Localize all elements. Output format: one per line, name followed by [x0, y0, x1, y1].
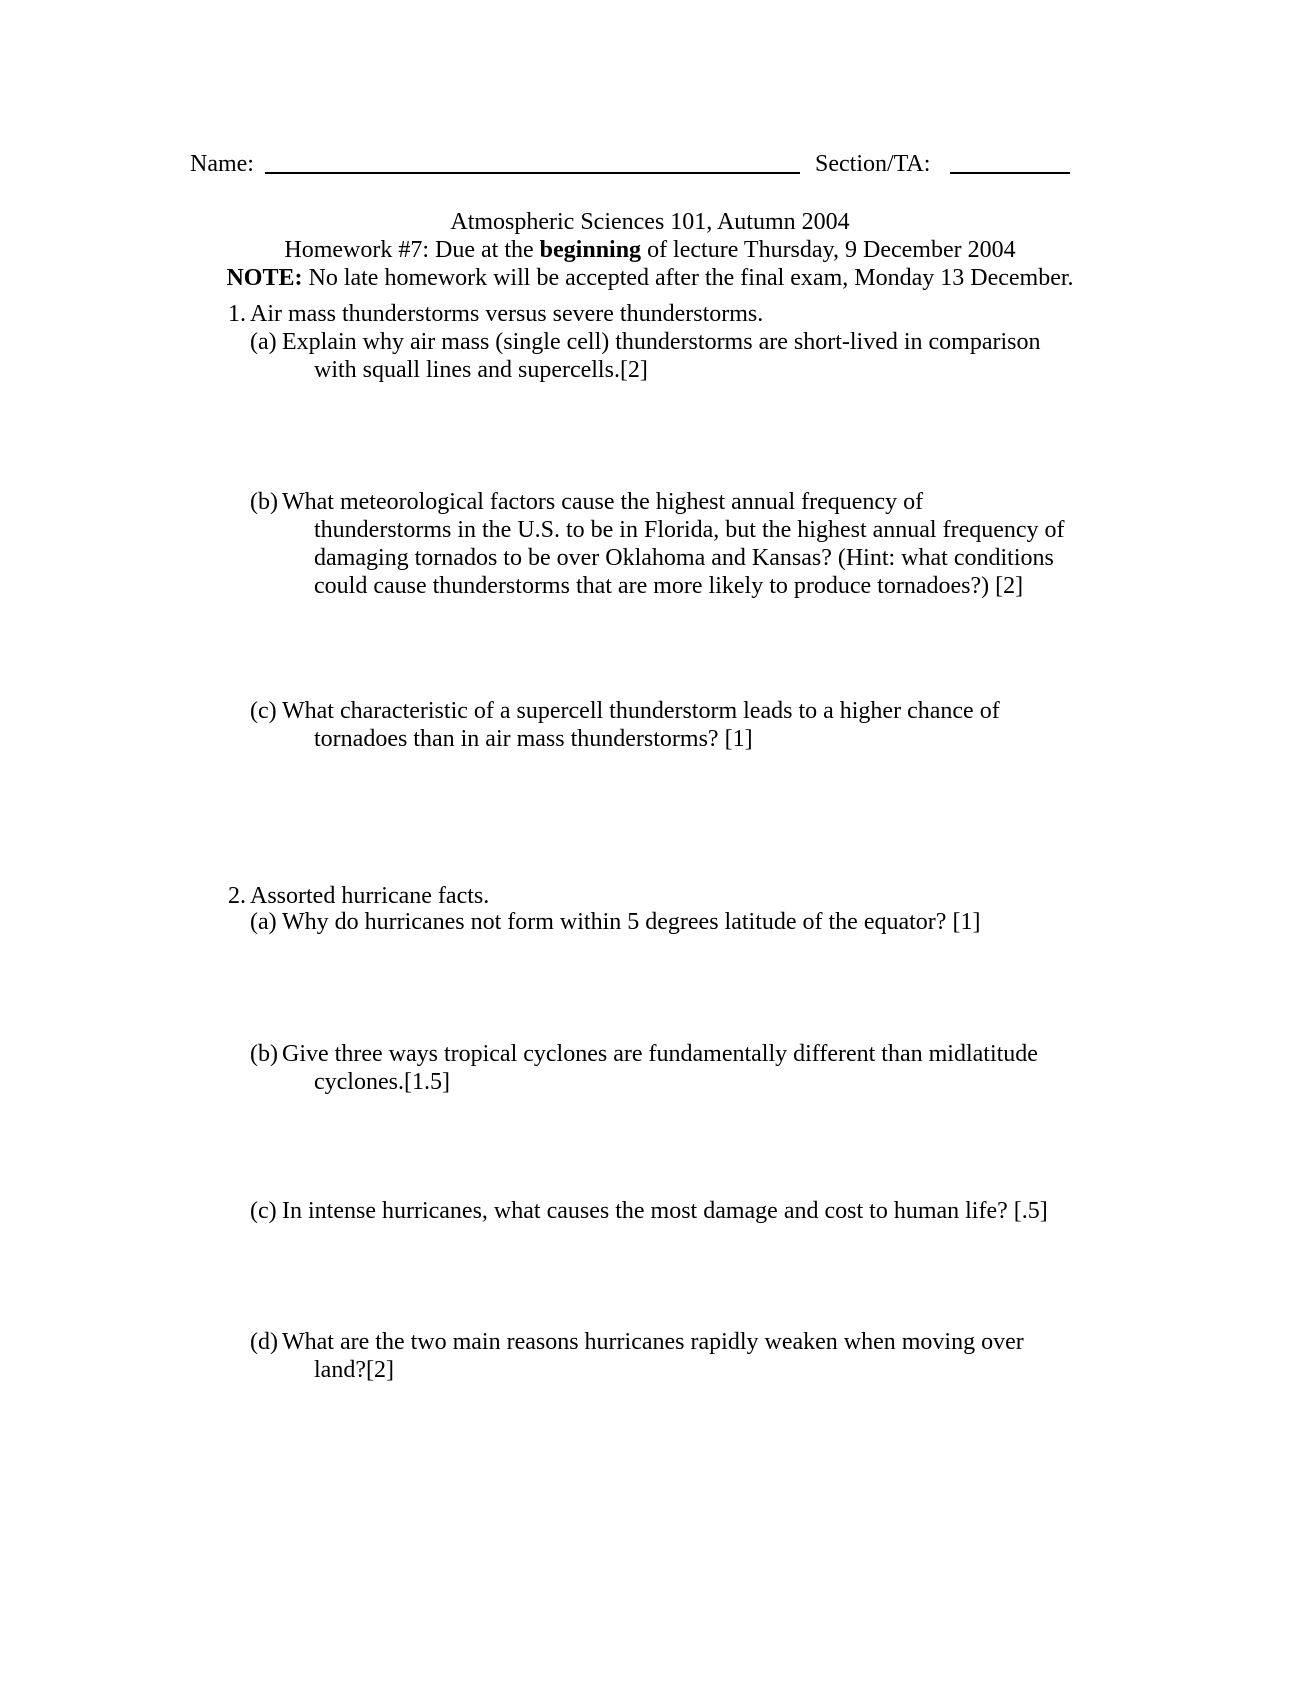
- question-1b: [250, 488, 1110, 600]
- hw-prefix: Homework #7: Due at the: [284, 237, 540, 263]
- question-2d-text: What are the two main reasons hurricanes rapidly weaken when moving over land?[2]: [282, 1329, 1024, 1383]
- question-2b: [250, 1040, 1110, 1096]
- question-1b-text: What meteorological factors cause the highest annual frequency of thunderstorms in the U.S. to be in Florida, but the highest annual frequency of damaging tornados to be over Oklahoma and Kansas? (Hint: what conditions could cause thunderstorms that are more likely to produce tornadoes?) [2]: [282, 489, 1065, 599]
- note-text: No late homework will be accepted after the final exam, Monday 13 December.: [302, 265, 1074, 291]
- question-2a-letter: (a): [250, 909, 277, 935]
- late-note: [150, 264, 1150, 292]
- question-2c-letter: (c): [250, 1198, 277, 1224]
- question-1-title: 1. Air mass thunderstorms versus severe thunderstorms.: [228, 301, 764, 327]
- question-1c-text: What characteristic of a supercell thunderstorm leads to a higher chance of tornadoes than in air mass thunderstorms? [1]: [282, 698, 1000, 752]
- question-2-title: 2. Assorted hurricane facts.: [228, 883, 490, 909]
- course-title: Atmospheric Sciences 101, Autumn 2004: [450, 209, 850, 235]
- question-2a-text: Why do hurricanes not form within 5 degrees latitude of the equator? [1]: [282, 909, 981, 935]
- question-2a: [250, 908, 1110, 936]
- name-blank-line: [265, 172, 800, 174]
- question-1b-letter: (b): [250, 489, 278, 515]
- homework-due-line: [150, 236, 1150, 264]
- question-1a: [250, 328, 1110, 384]
- title-block: [150, 208, 1150, 292]
- question-2c: [250, 1197, 1110, 1225]
- question-2d: [250, 1328, 1110, 1384]
- question-2c-text: In intense hurricanes, what causes the most damage and cost to human life? [.5]: [282, 1198, 1048, 1224]
- question-1c: [250, 697, 1110, 753]
- question-1c-letter: (c): [250, 698, 277, 724]
- section-ta-blank-line: [950, 172, 1070, 174]
- name-label: Name:: [190, 151, 254, 177]
- question-1a-text: Explain why air mass (single cell) thunderstorms are short-lived in comparison with squall lines and supercells.[2]: [282, 329, 1041, 383]
- question-2d-letter: (d): [250, 1329, 278, 1355]
- section-ta-label: Section/TA:: [815, 151, 931, 177]
- question-2b-letter: (b): [250, 1041, 278, 1067]
- question-1a-letter: (a): [250, 329, 277, 355]
- hw-bold: beginning: [539, 237, 642, 263]
- hw-suffix: of lecture Thursday, 9 December 2004: [641, 237, 1016, 263]
- question-2b-text: Give three ways tropical cyclones are fundamentally different than midlatitude cyclones.[1.5]: [282, 1041, 1038, 1095]
- note-label: NOTE:: [226, 265, 303, 291]
